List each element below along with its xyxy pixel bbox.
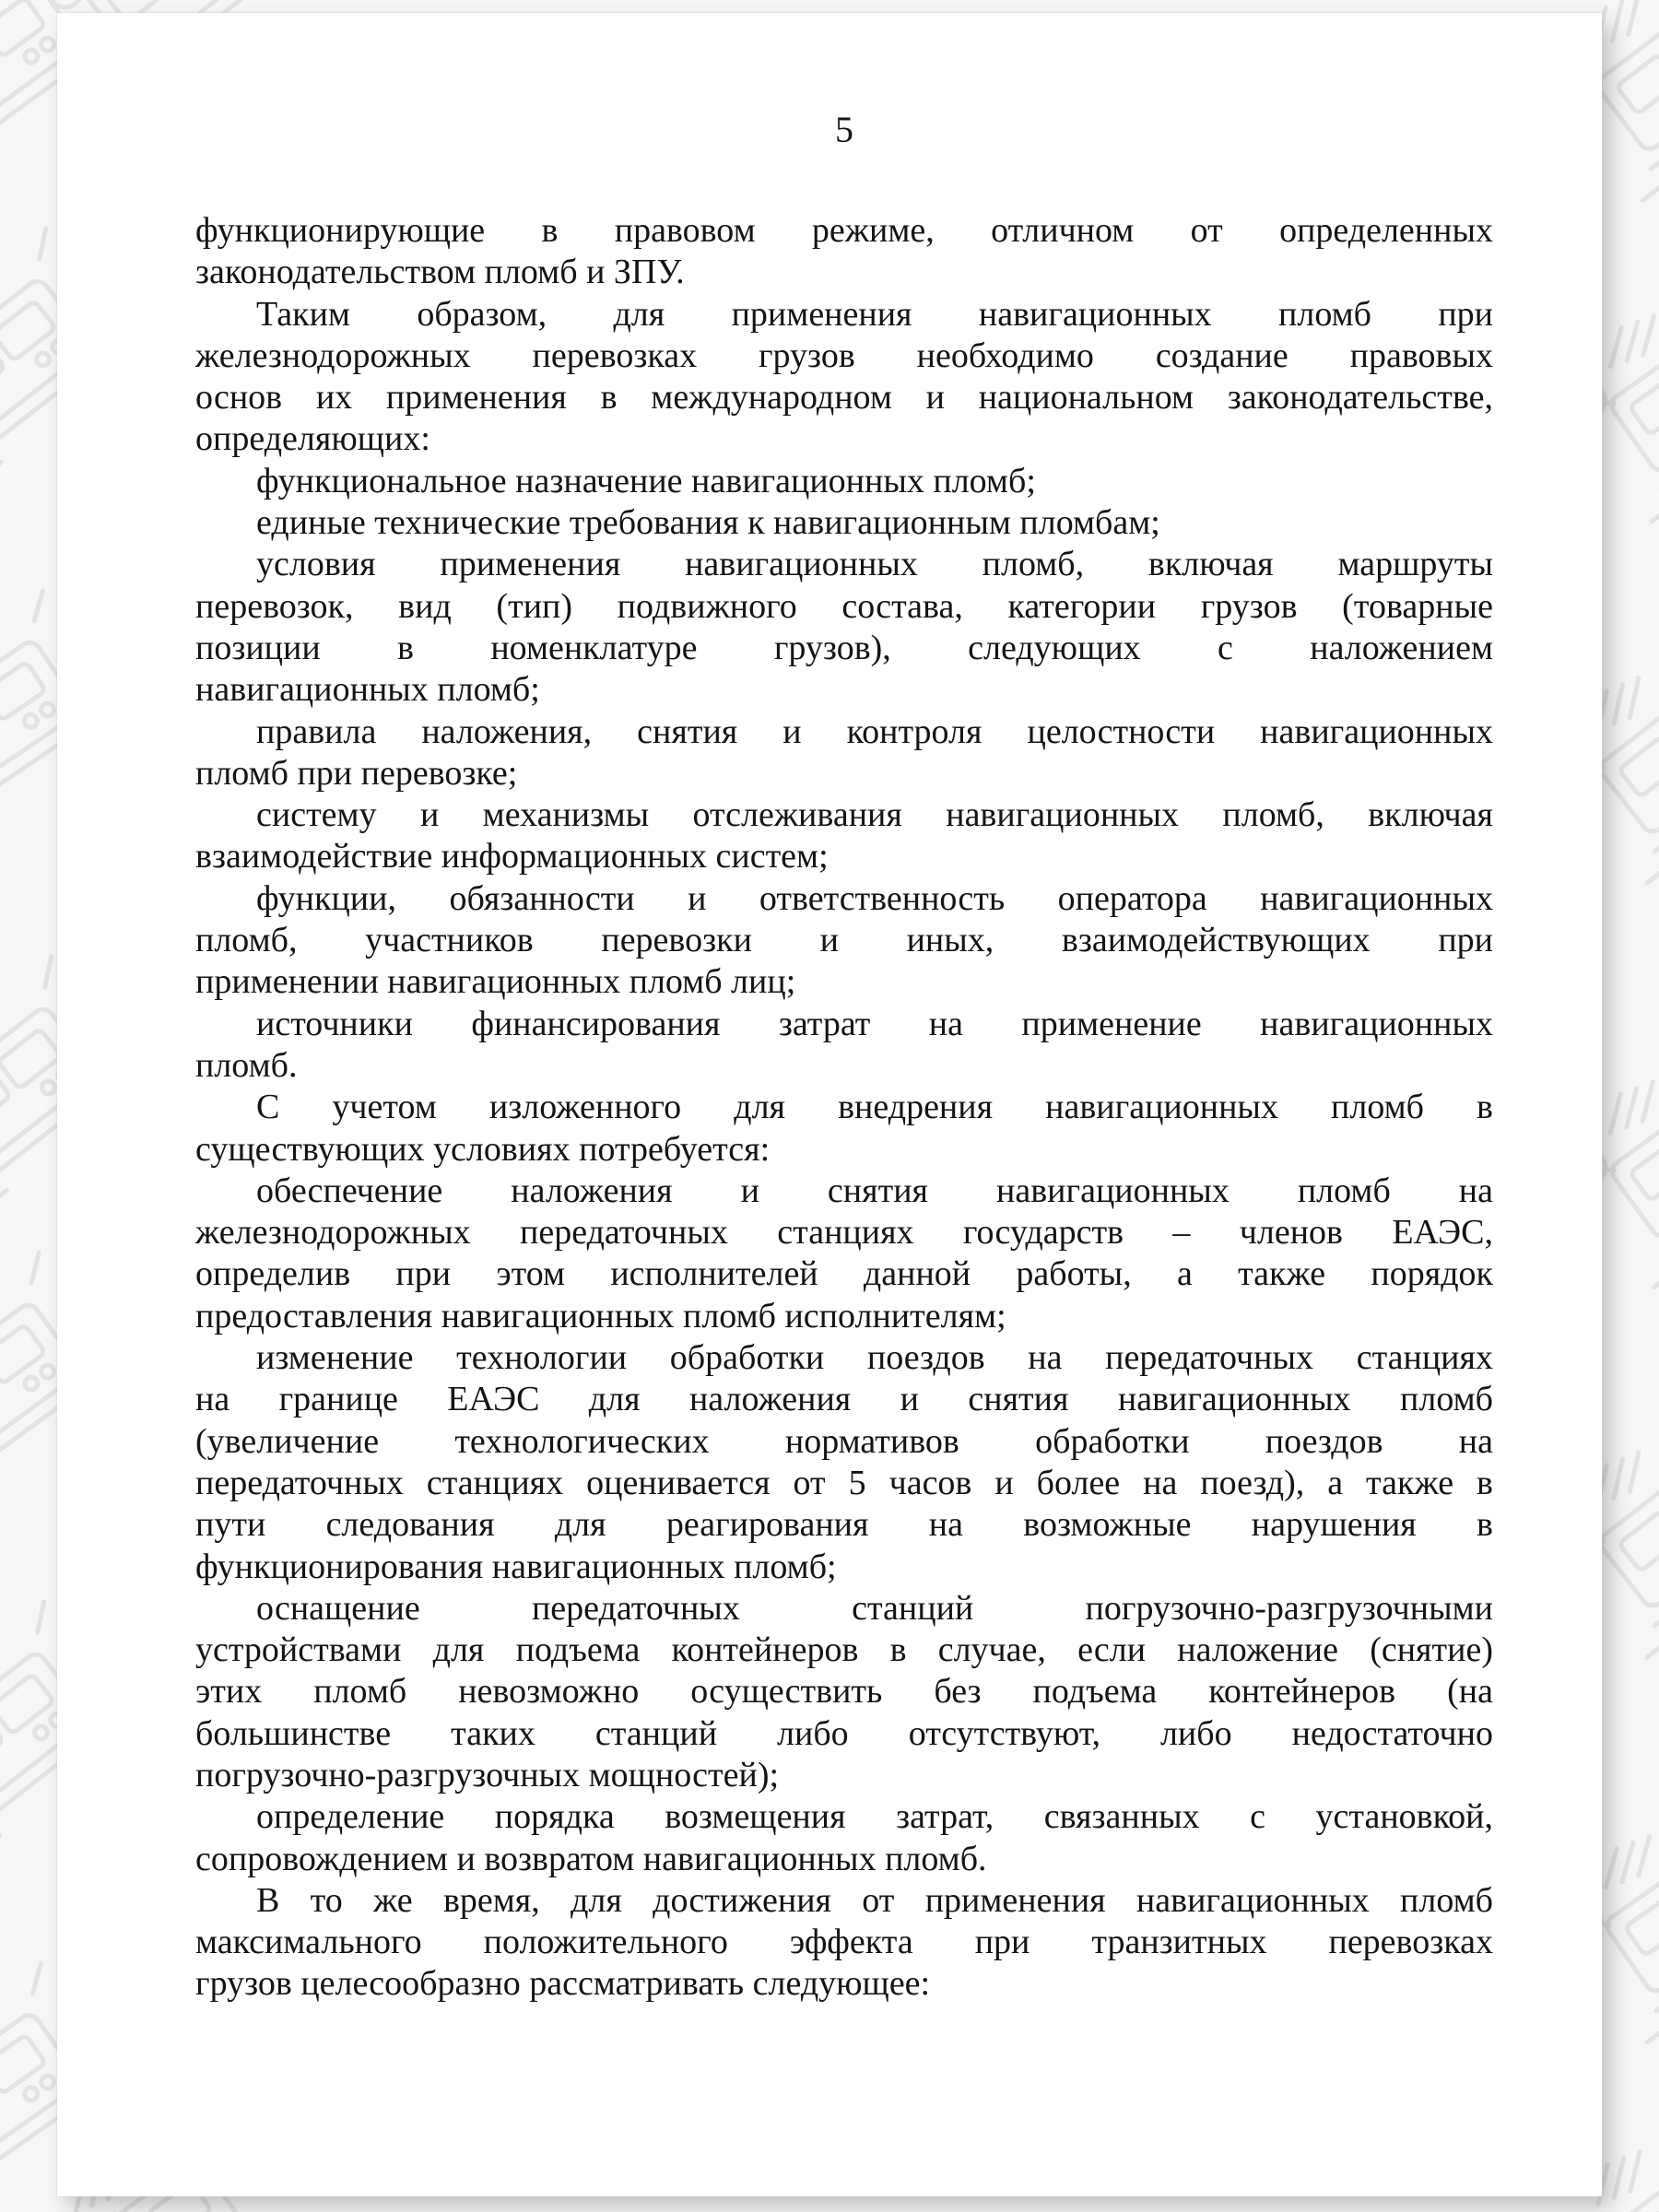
text-line: единые технические требования к навигационным пломбам;	[256, 503, 1160, 543]
text-line: функции, обязанности и ответственность оператора навигационных	[256, 878, 1493, 918]
text-line: грузов целесообразно рассматривать следующее:	[195, 1964, 931, 2004]
text-line: Таким образом, для применения навигационных пломб при	[256, 294, 1493, 334]
text-line: железнодорожных передаточных станциях государств – членов ЕАЭС,	[195, 1213, 1493, 1253]
text-line: обеспечение наложения и снятия навигационных пломб на	[256, 1171, 1493, 1210]
text-line: оснащение передаточных станций погрузочно-разгрузочными	[256, 1588, 1493, 1628]
text-line: источники финансирования затрат на применение навигационных	[256, 1004, 1493, 1043]
text-line: максимального положительного эффекта при транзитных перевозках	[195, 1923, 1493, 1962]
text-line: функционирования навигационных пломб;	[195, 1547, 837, 1586]
document-text-block	[195, 210, 1493, 2006]
text-line: предоставления навигационных пломб исполнителям;	[195, 1296, 1006, 1335]
text-line: функциональное назначение навигационных пломб;	[256, 461, 1036, 500]
text-line: законодательством пломб и ЗПУ.	[195, 253, 685, 292]
text-line: определение порядка возмещения затрат, связанных с установкой,	[256, 1797, 1493, 1837]
text-line: определив при этом исполнителей данной работы, а также порядок	[195, 1254, 1493, 1294]
text-line: определяющих:	[195, 419, 430, 459]
text-line: пломб при перевозке;	[195, 753, 518, 793]
text-line: пломб.	[195, 1045, 298, 1085]
text-line: пути следования для реагирования на возможные нарушения в	[195, 1505, 1493, 1545]
text-line: В то же время, для достижения от применения навигационных пломб	[256, 1880, 1493, 1920]
text-line: функционирующие в правовом режиме, отличном от определенных	[195, 211, 1493, 250]
text-line: основ их применения в международном и национальном законодательстве,	[195, 378, 1493, 418]
text-line: перевозок, вид (тип) подвижного состава, категории грузов (товарные	[195, 586, 1493, 626]
text-line: систему и механизмы отслеживания навигационных пломб, включая	[256, 795, 1493, 835]
text-line: правила наложения, снятия и контроля целостности навигационных	[256, 712, 1493, 751]
text-line: применении навигационных пломб лиц;	[195, 962, 796, 1002]
text-line: этих пломб невозможно осуществить без подъема контейнеров (на	[195, 1672, 1493, 1712]
text-line: С учетом изложенного для внедрения навигационных пломб в	[256, 1088, 1493, 1127]
text-line: пломб, участников перевозки и иных, взаимодействующих при	[195, 921, 1493, 960]
document-page	[57, 13, 1602, 2196]
text-line: условия применения навигационных пломб, включая маршруты	[256, 545, 1493, 584]
page-number: 5	[835, 109, 853, 150]
text-line: на границе ЕАЭС для наложения и снятия навигационных пломб	[195, 1380, 1493, 1419]
text-line: устройствами для подъема контейнеров в случае, если наложение (снятие)	[195, 1630, 1493, 1670]
text-line: погрузочно-разгрузочных мощностей);	[195, 1755, 780, 1794]
text-line: изменение технологии обработки поездов на передаточных станциях	[256, 1338, 1493, 1378]
text-line: большинстве таких станций либо отсутствуют, либо недостаточно	[195, 1713, 1493, 1753]
text-line: сопровождением и возвратом навигационных пломб.	[195, 1839, 987, 1878]
text-line: железнодорожных перевозках грузов необходимо создание правовых	[195, 335, 1493, 375]
text-line: существующих условиях потребуется:	[195, 1129, 771, 1169]
text-line: навигационных пломб;	[195, 670, 540, 710]
text-line: (увеличение технологических нормативов обработки поездов на	[195, 1421, 1493, 1461]
text-line: позиции в номенклатуре грузов), следующих с наложением	[195, 628, 1493, 667]
text-line: передаточных станциях оценивается от 5 часов и более на поезд), а также в	[195, 1463, 1493, 1502]
text-line: взаимодействие информационных систем;	[195, 837, 829, 877]
